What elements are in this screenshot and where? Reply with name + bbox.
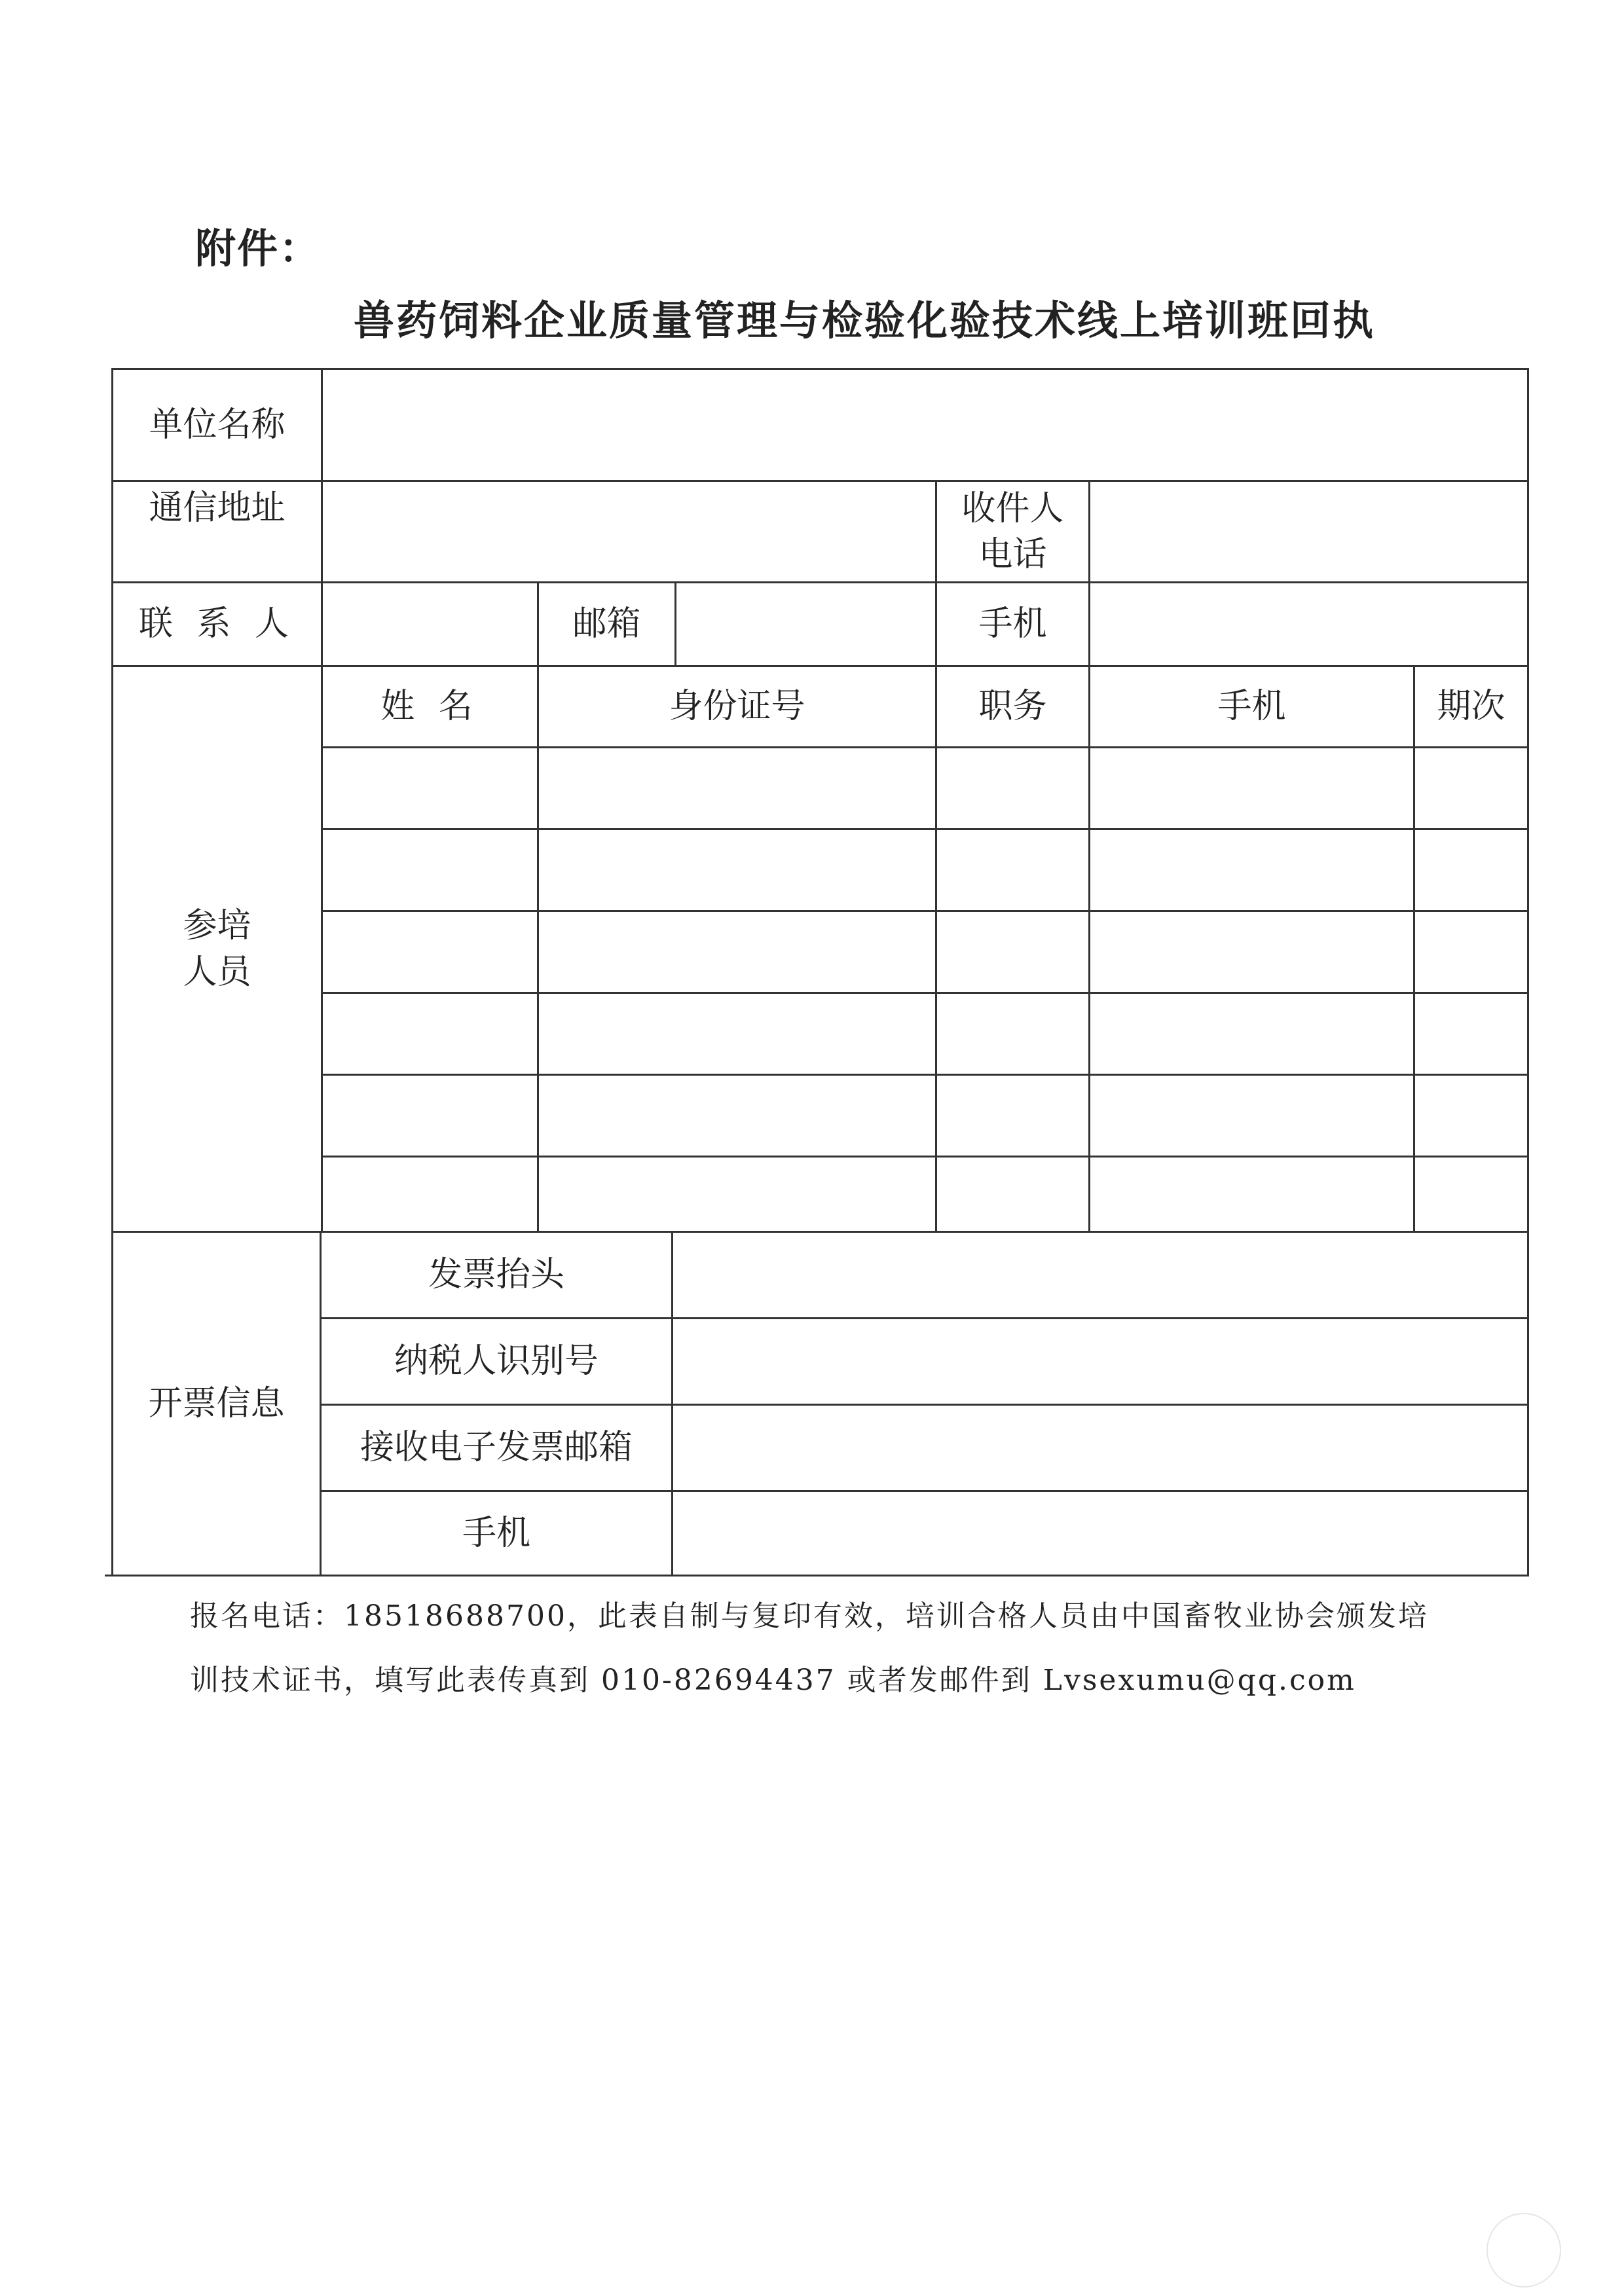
participant-mobile-field[interactable]	[1090, 912, 1413, 992]
participant-position-field[interactable]	[937, 1076, 1088, 1156]
taxpayer-id-field[interactable]	[673, 1319, 1527, 1404]
participant-session-field[interactable]	[1415, 1157, 1527, 1231]
col-header-name: 姓 名	[380, 687, 479, 727]
participants-label-line1: 参培	[183, 906, 251, 946]
participant-mobile-field[interactable]	[1090, 830, 1413, 910]
footer-note-line1: 报名电话：18518688700，此表自制与复印有效，培训合格人员由中国畜牧业协会颁发培	[190, 1599, 1429, 1633]
invoice-email-label: 接收电子发票邮箱	[360, 1428, 633, 1468]
participant-id-number-field[interactable]	[539, 912, 935, 992]
participant-id-number-field[interactable]	[539, 994, 935, 1074]
table-border-right	[1527, 368, 1529, 1576]
participant-mobile-field[interactable]	[1090, 1157, 1413, 1231]
form-title-text: 兽药饲料企业质量管理与检验化验技术线上培训班回执	[353, 297, 1375, 344]
participant-position-field[interactable]	[937, 912, 1088, 992]
invoice-email-field[interactable]	[673, 1406, 1527, 1490]
unit-name-field[interactable]	[323, 370, 1527, 480]
email-label: 邮箱	[572, 604, 641, 644]
participant-name-field[interactable]	[323, 912, 537, 992]
faint-seal-mark	[1486, 2213, 1561, 2287]
participant-position-field[interactable]	[937, 1157, 1088, 1231]
participant-name-field[interactable]	[323, 1157, 537, 1231]
participants-label-line2: 人员	[183, 952, 251, 992]
mobile-label: 手机	[978, 604, 1047, 644]
col-header-id-number: 身份证号	[669, 687, 805, 727]
address-field[interactable]	[323, 482, 935, 581]
recipient-phone-label	[937, 482, 1088, 581]
invoice-mobile-label: 手机	[462, 1513, 530, 1553]
participant-id-number-field[interactable]	[539, 1076, 935, 1156]
participant-session-field[interactable]	[1415, 830, 1527, 910]
address-label: 通信地址	[149, 488, 286, 528]
col-header-session: 期次	[1437, 687, 1505, 727]
participant-name-field[interactable]	[323, 830, 537, 910]
participant-session-field[interactable]	[1415, 912, 1527, 992]
participant-position-field[interactable]	[937, 748, 1088, 828]
invoice-label: 开票信息	[148, 1383, 285, 1423]
recipient-phone-field[interactable]	[1090, 482, 1527, 581]
attachment-label: 附件：	[195, 225, 322, 272]
participant-position-field[interactable]	[937, 830, 1088, 910]
table-border-bottom	[105, 1575, 1529, 1576]
participant-session-field[interactable]	[1415, 1076, 1527, 1156]
email-field[interactable]	[676, 583, 935, 665]
invoice-title-label: 发票抬头	[428, 1255, 564, 1295]
footer-note-line2: 训技术证书，填写此表传真到 010-82694437 或者发邮件到 Lvsexumu@qq.com	[190, 1664, 1356, 1697]
col-header-mobile: 手机	[1217, 687, 1286, 727]
unit-name-label: 单位名称	[149, 405, 286, 445]
participant-session-field[interactable]	[1415, 994, 1527, 1074]
participant-name-field[interactable]	[323, 748, 537, 828]
participant-name-field[interactable]	[323, 1076, 537, 1156]
contact-field[interactable]	[323, 583, 537, 665]
participant-session-field[interactable]	[1415, 748, 1527, 828]
invoice-title-field[interactable]	[673, 1233, 1527, 1317]
recipient-label-line2: 电话	[978, 535, 1047, 574]
invoice-mobile-field[interactable]	[673, 1492, 1527, 1575]
participant-position-field[interactable]	[937, 994, 1088, 1074]
participant-id-number-field[interactable]	[539, 1157, 935, 1231]
taxpayer-id-label: 纳税人识别号	[394, 1341, 599, 1381]
participant-id-number-field[interactable]	[539, 830, 935, 910]
participant-name-field[interactable]	[323, 994, 537, 1074]
participant-id-number-field[interactable]	[539, 748, 935, 828]
contact-label: 联 系 人	[138, 604, 296, 644]
participant-mobile-field[interactable]	[1090, 994, 1413, 1074]
mobile-field[interactable]	[1090, 583, 1527, 665]
form-title	[0, 288, 1624, 346]
col-header-position: 职务	[978, 687, 1047, 727]
participant-mobile-field[interactable]	[1090, 748, 1413, 828]
recipient-label-line1: 收件人	[961, 488, 1064, 528]
participant-mobile-field[interactable]	[1090, 1076, 1413, 1156]
participants-label	[113, 667, 321, 1231]
